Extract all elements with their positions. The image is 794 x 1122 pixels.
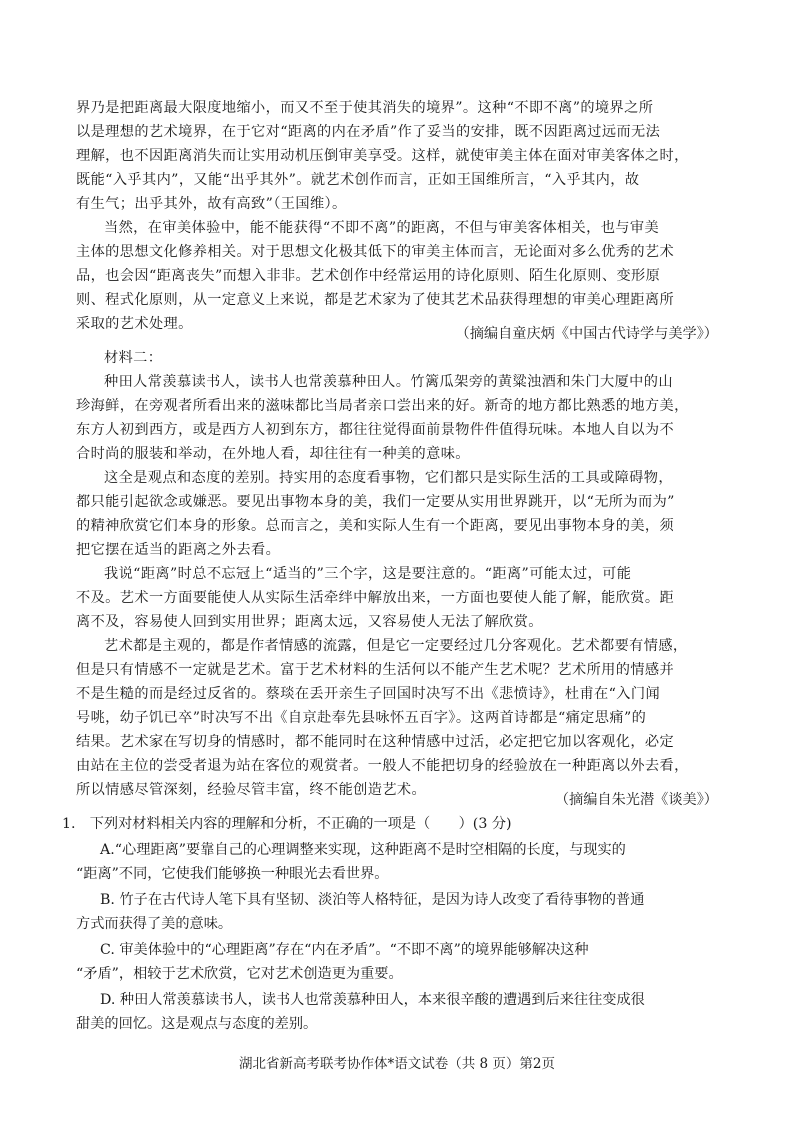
text-line: 界乃是把距离最大限度地缩小，而又不至于使其消失的境界”。这种“不即不离”的境界之所 [76,100,654,116]
text-line: 由站在主位的尝受者退为站在客位的观赏者。一般人不能把切身的经验放在一种距离以外去看， [76,758,689,774]
text-line: 号咷，幼子饥已卒”时决写不出《自京赴奉先县咏怀五百字》。这两首诗都是“痛定思痛”的 [76,710,647,726]
option-d: D. 种田人常羡慕读书人，读书人也常羡慕种田人，本来很辛酸的遭遇到后来往往变成很 [100,992,645,1008]
option-a: A.“心理距离”要靠自己的心理调整来实现，这种距离不是时空相隔的长度，与现实的 [100,842,626,858]
text-line: 采取的艺术处理。 [76,316,193,332]
text-line: 把它摆在适当的距离之外去看。 [76,542,281,558]
text-line: 有生气；出乎其外，故有高致”（王国维）。 [76,196,347,212]
material-title: 材料二： [104,350,163,366]
source-citation: （摘编自童庆炳《中国古代诗学与美学》） [455,326,718,342]
text-line: 所以情感尽管深刻，经验尽管丰富，终不能创造艺术。 [76,782,427,798]
text-line: 当然，在审美体验中，能不能获得“不即不离”的距离，不但与审美客体相关，也与审美 [104,220,660,236]
option-d-continued: 甜美的回忆。这是观点与态度的差别。 [76,1016,318,1032]
text-line: 以是理想的艺术境界，在于它对“距离的内在矛盾”作了妥当的安排，既不因距离过远而无法 [76,124,661,140]
option-a-continued: “距离”不同，它使我们能够换一种眼光去看世界。 [76,866,389,882]
text-line: 离不及，容易使人回到实用世界；距离太远，又容易使人无法了解欣赏。 [76,614,543,630]
text-line: 主体的思想文化修养相关。对于思想文化极其低下的审美主体而言，无论面对多么优秀的艺术 [76,244,675,260]
text-line: 我说“距离”时总不忘冠上“适当的”三个字，这是要注意的。“距离”可能太过，可能 [104,566,632,582]
text-line: 既能“入乎其内”，又能“出乎其外”。就艺术创作而言，正如王国维所言，“入乎其内，故 [76,172,640,188]
text-line: 的精神欣赏它们本身的形象。总而言之，美和实际人生有一个距离，要见出事物本身的美，须 [76,518,675,534]
option-b-continued: 方式而获得了美的意味。 [76,916,233,932]
source-citation: （摘编自朱光潜《谈美》） [554,792,718,808]
text-line: 结果。艺术家在写切身的情感时，都不能同时在这种情感中过活，必定把它加以客观化，必定 [76,734,675,750]
text-line: 则、程式化原则，从一定意义上来说，都是艺术家为了使其艺术品获得理想的审美心理距离所 [76,292,675,308]
page-footer: 湖北省新高考联考协作体*语文试卷（共 8 页）第2页 [238,1056,555,1072]
text-line: 但是只有情感不一定就是艺术。富于艺术材料的生活何以不能产生艺术呢？艺术所用的情感并 [76,662,675,678]
option-b: B. 竹子在古代诗人笔下具有坚韧、淡泊等人格特征，是因为诗人改变了看待事物的普通 [100,892,645,908]
text-line: 都只能引起欲念或嫌恶。要见出事物本身的美，我们一定要从实用世界跳开，以“无所为而为” [76,494,675,510]
text-line: 珍海鲜，在旁观者所看出来的滋味都比当局者亲口尝出来的好。新奇的地方都比熟悉的地方美， [76,398,689,414]
option-c-continued: “矛盾”，相较于艺术欣赏，它对艺术创造更为重要。 [76,966,403,982]
text-line: 东方人初到西方，或是西方人初到东方，都往往觉得面前景物件件值得玩味。本地人自以为不 [76,422,675,438]
text-line: 不及。艺术一方面要能使人从实际生活牵绊中解放出来，一方面也要使人能了解，能欣赏。距 [76,590,675,606]
text-line: 艺术都是主观的，都是作者情感的流露，但是它一定要经过几分客观化。艺术都要有情感， [104,638,688,654]
option-c: C. 审美体验中的“心理距离”存在“内在矛盾”。“不即不离”的境界能够解决这种 [100,942,589,958]
question-stem: 1. 下列对材料相关内容的理解和分析，不正确的一项是（ ）(3 分) [62,816,512,832]
text-line: 理解，也不因距离消失而让实用动机压倒审美享受。这样，就使审美主体在面对审美客体之时， [76,148,689,164]
text-line: 品，也会因“距离丧失”而想入非非。艺术创作中经常运用的诗化原则、陌生化原则、变形原 [76,268,661,284]
text-line: 不是生糙的而是经过反省的。蔡琰在丢开亲生子回国时决写不出《悲愤诗》，杜甫在“入门闻 [76,686,661,702]
text-line: 种田人常羡慕读书人，读书人也常羡慕种田人。竹篱瓜架旁的黄粱浊酒和朱门大厦中的山 [104,374,673,390]
text-line: 这全是观点和态度的差别。持实用的态度看事物，它们都只是实际生活的工具或障碍物， [104,470,673,486]
text-line: 合时尚的服装和举动，在外地人看，却往往有一种美的意味。 [76,446,470,462]
